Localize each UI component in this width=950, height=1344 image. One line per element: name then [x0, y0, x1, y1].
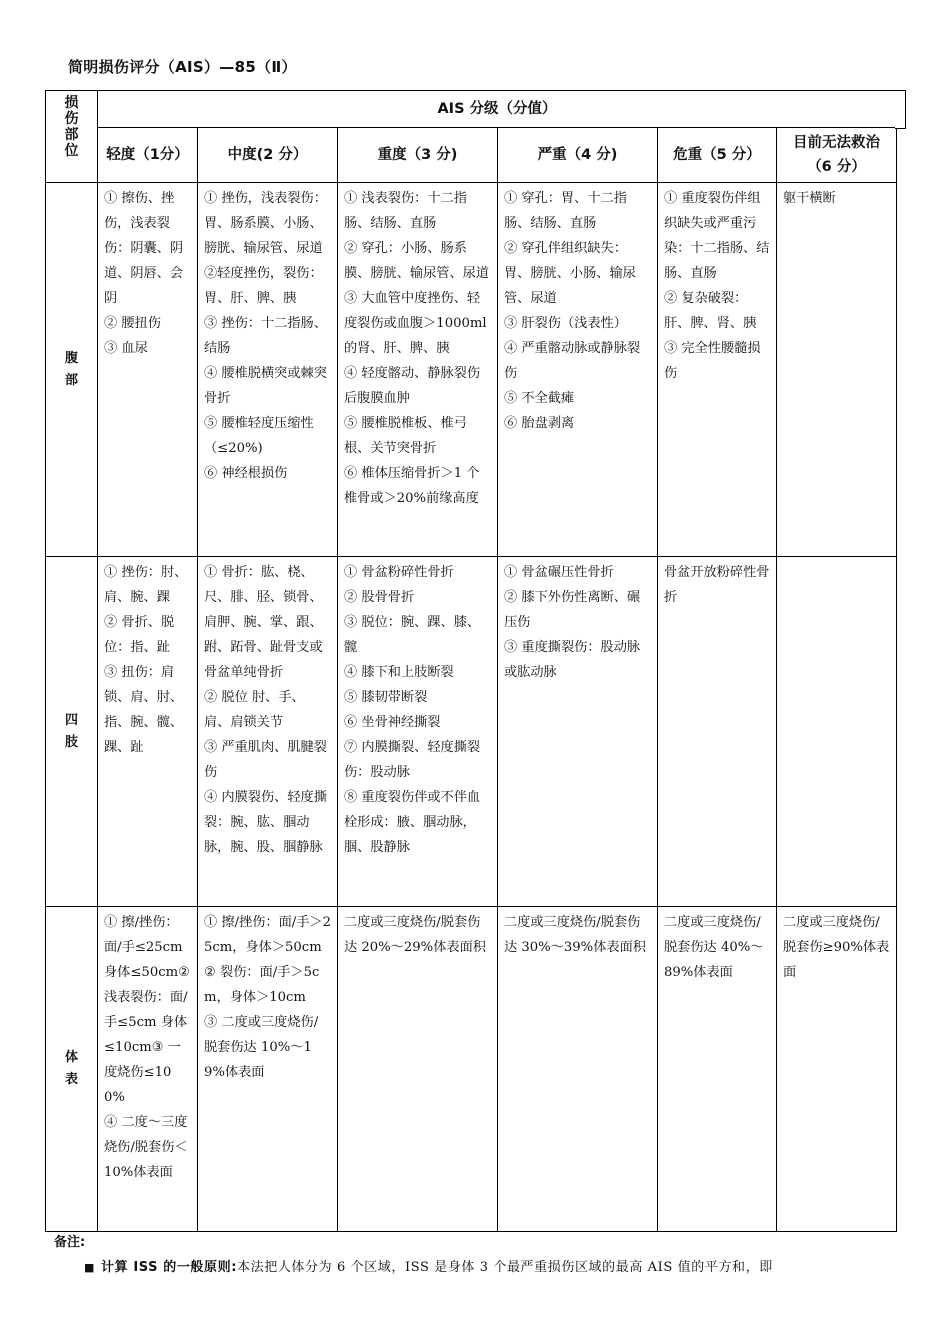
header-overhang [895, 90, 906, 129]
level-header-6: 目前无法救治（6 分） [777, 128, 897, 183]
region-limbs [46, 557, 98, 907]
cell-entry: ④ 轻度髂动、静脉裂伤后腹膜血肿 [344, 366, 481, 406]
notes-label: 备注: [54, 1235, 86, 1250]
cell-entry: 二度或三度烧伤/脱套伤达 20%～29%体表面积 [344, 915, 486, 955]
ais-table [45, 90, 897, 1232]
cell-entry: ③ 完全性腰髓损伤 [664, 341, 761, 381]
cell-entry: ③ 扭伤：肩锁、肩、肘、指、腕、髋、踝、趾 [104, 665, 184, 755]
page-title: 简明损伤评分（AIS）—85（Ⅱ） [68, 58, 297, 76]
cell-entry: 二度或三度烧伤/脱套伤达 40%～89%体表面 [664, 915, 764, 980]
level-header-4: 严重（4 分) [498, 128, 658, 183]
cell-entry: ① 骨盆碾压性骨折 [504, 565, 614, 580]
cell-abdomen-3 [338, 183, 498, 557]
cell-limbs-4 [498, 557, 658, 907]
cell-entry: ③ 挫伤：十二指肠、结肠 [204, 316, 327, 356]
table-row-abdomen [46, 183, 897, 557]
cell-entry: ⑤ 膝韧带断裂 [344, 690, 428, 705]
cell-entry: ② 穿孔：小肠、肠系膜、膀胱、输尿管、尿道 [344, 241, 490, 281]
cell-entry: ① 擦/挫伤：面/手＞25cm，身体＞50cm② 裂伤：面/手＞5cm，身体＞10cm [204, 915, 331, 1005]
cell-entry: 骨盆开放粉碎性骨折 [664, 565, 770, 605]
level-header-1: 轻度（1分） [98, 128, 198, 183]
cell-entry: ③ 二度或三度烧伤/脱套伤达 10%～19%体表面 [204, 1015, 319, 1080]
cell-surface-4 [498, 907, 658, 1232]
iss-principle [84, 1256, 884, 1275]
cell-limbs-2 [198, 557, 338, 907]
cell-abdomen-4 [498, 183, 658, 557]
region-label: 体表 [64, 1050, 78, 1087]
cell-entry: ⑤ 不全截瘫 [504, 391, 575, 406]
cell-surface-6 [777, 907, 897, 1232]
cell-entry: ③ 肝裂伤（浅表性） [504, 316, 627, 331]
cell-entry: ① 浅表裂伤：十二指肠、结肠、直肠 [344, 191, 467, 231]
cell-entry: ⑤ 腰椎轻度压缩性（≤20%) [204, 416, 314, 456]
cell-entry: ③ 脱位：腕、踝、膝、髋 [344, 615, 481, 655]
level-header-2: 中度(2 分） [198, 128, 338, 183]
region-label: 四肢 [64, 712, 78, 750]
ais-header: AIS 分级（分值） [98, 91, 897, 128]
cell-entry: ① 骨折：肱、桡、尺、腓、胫、锁骨、肩胛、腕、掌、跟、跗、跖骨、趾骨支或骨盆单纯骨折 [204, 565, 323, 680]
cell-entry: ③ 血尿 [104, 341, 148, 356]
square-bullet-icon: ■ [84, 1261, 95, 1274]
cell-entry: ④ 二度～三度烧伤/脱套伤＜10%体表面 [104, 1115, 188, 1180]
level-header-5: 危重（5 分） [658, 128, 777, 183]
cell-entry: ④ 内膜裂伤、轻度撕裂：腕、肱、腘动脉，腕、股、腘静脉 [204, 790, 327, 855]
cell-entry: ② 复杂破裂：肝、脾、肾、胰 [664, 291, 757, 331]
cell-entry: ① 挫伤：肘、肩、腕、踝 [104, 565, 188, 605]
cell-entry: ⑥ 神经根损伤 [204, 466, 288, 481]
table-row-surface [46, 907, 897, 1232]
cell-surface-1 [98, 907, 198, 1232]
cell-entry: 躯干横断 [783, 191, 836, 206]
cell-entry: ④ 膝下和上肢断裂 [344, 665, 454, 680]
region-label: 腹部 [64, 350, 78, 388]
cell-entry: ④ 腰椎脱横突或棘突骨折 [204, 366, 327, 406]
cell-entry: ④ 严重髂动脉或静脉裂伤 [504, 341, 641, 381]
cell-entry: ① 重度裂伤伴组织缺失或严重污染：十二指肠、结肠、直肠 [664, 191, 770, 281]
region-header-label: 损伤部位 [64, 95, 79, 159]
cell-abdomen-5 [658, 183, 777, 557]
principle-label: 计算 ISS 的一般原则: [101, 1260, 238, 1275]
cell-entry: ① 穿孔：胃、十二指肠、结肠、直肠 [504, 191, 627, 231]
cell-entry: ③ 大血管中度挫伤、轻度裂伤或血腹＞1000ml 的肾、肝、脾、胰 [344, 291, 487, 356]
region-surface [46, 907, 98, 1232]
cell-abdomen-2 [198, 183, 338, 557]
cell-entry: ⑦ 内膜撕裂、轻度撕裂伤：股动脉 [344, 740, 481, 780]
cell-entry: ① 挫伤，浅表裂伤：胃、肠系膜、小肠、膀胱、输尿管、尿道②轻度挫伤，裂伤：胃、肝、脾、胰 [204, 191, 327, 306]
cell-entry: ② 骨折、脱位：指、趾 [104, 615, 175, 655]
level-header-3: 重度（3 分) [338, 128, 498, 183]
region-header [46, 91, 98, 183]
cell-entry: ② 腰扭伤 [104, 316, 161, 331]
cell-entry: ② 股骨骨折 [344, 590, 415, 605]
cell-entry: 二度或三度烧伤/脱套伤≥90%体表面 [783, 915, 890, 980]
cell-abdomen-1 [98, 183, 198, 557]
cell-limbs-1 [98, 557, 198, 907]
cell-entry: ⑥ 坐骨神经撕裂 [344, 715, 441, 730]
cell-limbs-3 [338, 557, 498, 907]
region-abdomen [46, 183, 98, 557]
cell-entry: 二度或三度烧伤/脱套伤达 30%～39%体表面积 [504, 915, 646, 955]
cell-entry: ⑥ 胎盘剥离 [504, 416, 575, 431]
cell-entry: ① 擦/挫伤：面/手≤25cm 身体≤50cm② 浅表裂伤：面/手≤5cm 身体≤10cm③ 一度烧伤≤100% [104, 915, 190, 1105]
cell-entry: ② 穿孔伴组织缺失：胃、膀胱、小肠、输尿管、尿道 [504, 241, 636, 306]
cell-abdomen-6 [777, 183, 897, 557]
table-row-limbs [46, 557, 897, 907]
principle-text: 本法把人体分为 6 个区域，ISS 是身体 3 个最严重损伤区域的最高 AIS 值的平方和，即 [237, 1260, 773, 1275]
cell-entry: ② 脱位 肘、手、肩、肩锁关节 [204, 690, 305, 730]
cell-surface-3 [338, 907, 498, 1232]
cell-entry: ⑥ 椎体压缩骨折＞1 个椎骨或＞20%前缘高度 [344, 466, 480, 506]
cell-entry: ③ 重度撕裂伤：股动脉或肱动脉 [504, 640, 641, 680]
cell-surface-2 [198, 907, 338, 1232]
cell-entry: ② 膝下外伤性离断、碾压伤 [504, 590, 641, 630]
cell-limbs-5 [658, 557, 777, 907]
cell-entry: ③ 严重肌肉、肌腱裂伤 [204, 740, 327, 780]
cell-entry: ⑤ 腰椎脱椎板、椎弓根、关节突骨折 [344, 416, 467, 456]
cell-entry: ① 骨盆粉碎性骨折 [344, 565, 454, 580]
cell-surface-5 [658, 907, 777, 1232]
cell-entry: ⑧ 重度裂伤伴或不伴血栓形成：腋、腘动脉，腘、股静脉 [344, 790, 481, 855]
cell-entry: ① 擦伤、挫伤，浅表裂伤：阴囊、阴道、阴唇、会阴 [104, 191, 184, 306]
cell-limbs-6 [777, 557, 897, 907]
